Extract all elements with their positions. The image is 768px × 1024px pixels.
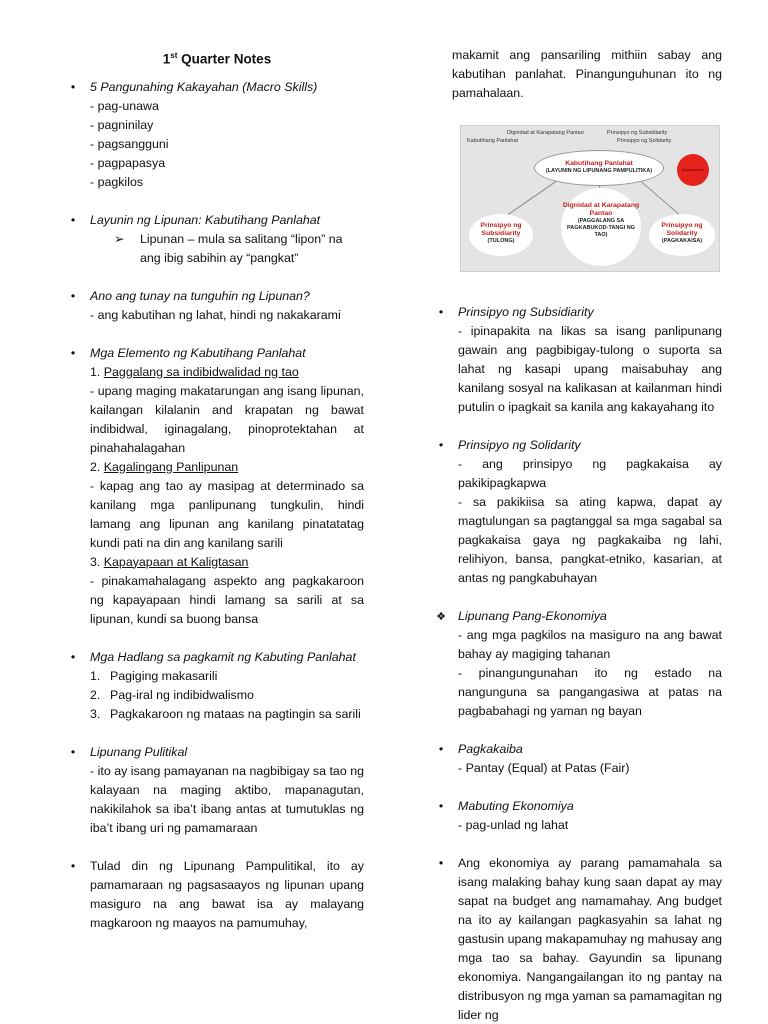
diagram-header-label: Prinsipyo ng Subsidiarity	[607, 130, 668, 136]
element-2-title	[90, 458, 364, 477]
list-item	[90, 667, 364, 686]
connector-line	[506, 178, 561, 216]
section-subsidiarity	[430, 303, 722, 417]
section-heading: Ano ang tunay na tunguhin ng Lipunan?	[90, 288, 310, 303]
section-ekonomiya	[430, 607, 722, 721]
bullet-icon	[66, 78, 80, 97]
list-number: 2.	[90, 687, 101, 702]
section-macro-skills	[62, 78, 364, 192]
page-title	[62, 46, 364, 69]
diagram-node-subsidiarity	[469, 214, 533, 256]
arrow-bullet-icon: ➢	[114, 231, 125, 246]
element-3-text: - pinakamahalagang aspekto ang pagkakaroon ng kapayapaan hindi lamang sa sarili at sa lipunan, kundi sa buong bansa	[90, 573, 364, 626]
left-column	[62, 46, 364, 952]
bullet-icon	[434, 797, 448, 816]
diagram-header-label: Prinsipyo ng Solidarity	[617, 138, 672, 144]
element-1-title	[90, 363, 364, 382]
node-subtitle: (LAYUNIN NG LIPUNANG PAMPULITIKA)	[545, 168, 653, 174]
element-1-text: - upang maging makatarungan ang isang lipunan, kailangan kilalanin and krapatan ng bawat indibidwal, iginagalang, pinoprotektahan at pinahahalagahan	[90, 383, 364, 455]
diagram-node-solidarity	[649, 214, 715, 256]
arrow-subitem	[90, 230, 364, 268]
list-item	[90, 686, 364, 705]
kabutihang-panlahat-diagram	[460, 125, 720, 272]
node-title: Prinsipyo ng Subsidiarity	[480, 222, 522, 237]
section-hadlang	[62, 648, 364, 724]
list-text: Pagiging makasarili	[110, 668, 218, 683]
diagram-header	[467, 129, 713, 145]
element-number: 1.	[90, 364, 104, 379]
section-text: - sa pakikiisa sa ating kapwa, dapat ay magtulungan sa pagtanggal sa mga sagabal sa pagkakaisa gaya ng pagkakaiba ng lahi, relihiyon, bansa, pangkat-etniko, kasarian, at antas ng pangkabuhayan	[458, 495, 722, 585]
bullet-icon	[66, 743, 80, 762]
sun-label: Kapayapaan	[681, 167, 705, 172]
section-heading: Pagkakaiba	[458, 742, 523, 756]
list-item	[90, 705, 364, 724]
section-ang-ekonomiya	[430, 854, 722, 1024]
section-heading: 5 Pangunahing Kakayahan (Macro Skills)	[90, 79, 318, 94]
section-layunin	[62, 211, 364, 268]
section-heading: Mabuting Ekonomiya	[458, 799, 574, 813]
node-title: Dignidad at Karapatang Pantao	[562, 202, 640, 217]
red-sun-icon	[677, 154, 709, 186]
element-3-title	[90, 553, 364, 572]
section-text: - ang mga pagkilos na masiguro na ang bawat bahay ay magiging tahanan	[458, 628, 722, 661]
section-tulad	[62, 857, 364, 933]
bullet-icon	[434, 854, 448, 873]
subitem-text: Lipunan – mula sa salitang “lipon” na ang ibig sabihin ay “pangkat”	[140, 231, 343, 265]
section-heading: Lipunang Pulitikal	[90, 744, 188, 759]
section-heading: Lipunang Pang-Ekonomiya	[458, 609, 607, 623]
list-item: - pagkilos	[90, 174, 144, 189]
bullet-icon	[66, 857, 80, 876]
bullet-icon	[434, 303, 448, 322]
bullet-icon	[66, 648, 80, 667]
section-pulitikal	[62, 743, 364, 838]
diagram-header-label: Dignidad at Karapatang Pantao	[507, 130, 584, 136]
list-text: Pag-iral ng indibidwalismo	[110, 687, 254, 702]
section-text: - pag-unlad ng lahat	[458, 818, 569, 832]
title-superscript: st	[170, 51, 178, 60]
bullet-icon	[66, 344, 80, 363]
section-heading: Mga Hadlang sa pagkamit ng Kabuting Panlahat	[90, 649, 356, 664]
list-number: 1.	[90, 668, 101, 683]
element-2-text: - kapag ang tao ay masipag at determinado sa kanilang mga panlipunang tungkulin, hindi lamang ang lipunan ang kanilang pinatatatag kundi pati na din ang kanilang sarili	[90, 478, 364, 550]
right-column	[430, 46, 722, 1024]
list-item: - pagsangguni	[90, 136, 169, 151]
bullet-icon	[434, 436, 448, 455]
bullet-icon	[66, 287, 80, 306]
diagram-header-label: Kabutihang Panlahat	[467, 138, 519, 144]
continued-text: makamit ang pansariling mithiin sabay ang kabutihan panlahat. Pinangunguhunan ito ng pamahalaan.	[452, 48, 722, 100]
section-text: - ang kabutihan ng lahat, hindi ng nakakarami	[90, 307, 341, 322]
diagram-node-kabutihang-panlahat	[534, 150, 664, 186]
section-pagkakaiba	[430, 740, 722, 778]
section-heading: Mga Elemento ng Kabutihang Panlahat	[90, 345, 306, 360]
element-number: 2.	[90, 459, 104, 474]
section-text: - ipinapakita na likas sa isang panlipunang gawain ang pagbibigay-tulong o suporta sa lahat ng kasapi upang maisabuhay ang kanilang sosyal na kalikasan at kailanman hindi putulin o ipagkait sa kanila ang kakayahang ito	[458, 324, 722, 414]
section-text: - ang prinsipyo ng pagkakaisa ay pakikipagkapwa	[458, 457, 722, 490]
section-elemento	[62, 344, 364, 629]
element-title: Kapayapaan at Kaligtasan	[103, 554, 249, 569]
section-text: Tulad din ng Lipunang Pampulitikal, ito ay pamamaraan ng pagsasaayos ng lipunan upang masiguro na ang bawat isa ay malayang magkaroon ng maayos na pamumuhay,	[90, 858, 364, 930]
element-number: 3.	[90, 554, 104, 569]
section-text: - pinangungunahan ito ng estado na nangunguna sa pangangasiwa at patas na pagbabahagi ng yaman ng bayan	[458, 666, 722, 718]
section-text: - ito ay isang pamayanan na nagbibigay sa tao ng kalayaan na maging aktibo, mapanagutan, nakikilahok sa iba’t ibang antas at tumutuklas ng iba’t ibang uri ng pamamaraan	[90, 763, 364, 835]
section-mabuting-ekonomiya	[430, 797, 722, 835]
connector-line	[637, 178, 681, 216]
section-text: Ang ekonomiya ay parang pamamahala sa isang malaking bahay kung saan dapat ay may sapat na budget ang namamahay. Ang budget na ito ay kailangan pagkasyahin sa lahat ng gastusin upang makapamuhay ng mahusay ang mga tao sa bahay. Gayundin sa lipunang ekonomiya. Nangangailangan ito ng pantay na distribusyon ng mga yaman sa pamamagitan ng lider ng	[458, 856, 722, 1022]
bullet-icon	[66, 211, 80, 230]
bullet-icon	[434, 740, 448, 759]
element-title: Paggalang sa indibidwalidad ng tao	[103, 364, 299, 379]
section-solidarity	[430, 436, 722, 588]
diagram-node-dignidad	[561, 188, 641, 266]
node-subtitle: (PAGGALANG SA PAGKABUKOD-TANGI NG TAO)	[567, 218, 635, 238]
list-item: - pagninilay	[90, 117, 154, 132]
diamond-bullet-icon	[434, 607, 448, 627]
node-title: Kabutihang Panlahat	[565, 160, 633, 167]
title-number: 1	[162, 51, 171, 67]
section-tunguhin	[62, 287, 364, 325]
list-text: Pagkakaroon ng mataas na pagtingin sa sarili	[110, 706, 361, 721]
node-subtitle: (TULONG)	[487, 238, 515, 244]
section-heading: Layunin ng Lipunan: Kabutihang Panlahat	[90, 212, 321, 227]
section-heading: Prinsipyo ng Subsidiarity	[458, 305, 594, 319]
list-number: 3.	[90, 706, 101, 721]
section-text: - Pantay (Equal) at Patas (Fair)	[458, 761, 630, 775]
list-item: - pagpapasya	[90, 155, 166, 170]
element-title: Kagalingang Panlipunan	[103, 459, 239, 474]
section-heading: Prinsipyo ng Solidarity	[458, 438, 581, 452]
node-subtitle: (PAGKAKAISA)	[661, 238, 703, 244]
list-item: - pag-unawa	[90, 98, 159, 113]
title-text: Quarter Notes	[177, 51, 272, 67]
node-title: Prinsipyo ng Solidarity	[661, 222, 703, 237]
